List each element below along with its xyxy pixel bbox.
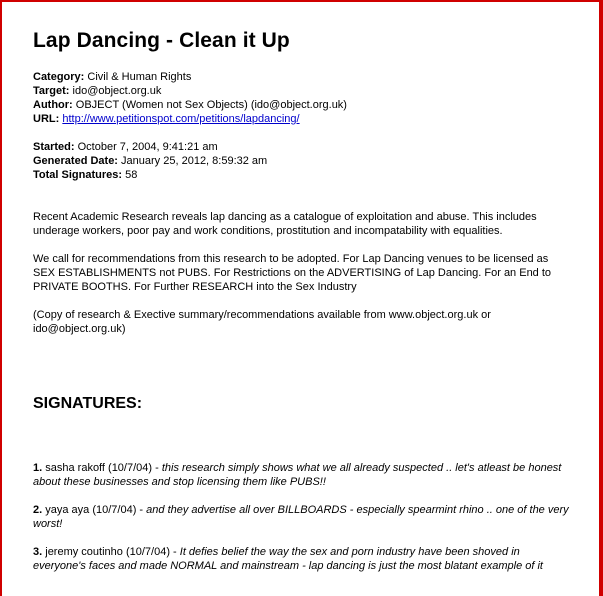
signature-comment: It defies belief the way the sex and porn industry have been shoved in everyone's faces and made NORMAL and mainstream - lap dancing is just the most blatant example of it [33, 546, 543, 572]
signature-number: 1. [33, 462, 43, 474]
author-row [33, 98, 573, 112]
generated-row [33, 154, 573, 168]
target-row [33, 84, 573, 98]
signature-number: 3. [33, 546, 43, 558]
generated-label: Generated Date: [33, 155, 118, 167]
started-value: October 7, 2004, 9:41:21 am [77, 141, 218, 153]
petition-title: Lap Dancing - Clean it Up [33, 29, 290, 52]
signature-comment: this research simply shows what we all already suspected .. let's atleast be honest about these businesses and stop licensing them like PUBS!! [33, 462, 562, 488]
signature-name: jeremy coutinho (10/7/04) [45, 546, 170, 558]
total-value: 58 [125, 169, 138, 181]
target-value: ido@object.org.uk [72, 85, 162, 97]
signature-comment: and they advertise all over BILLBOARDS - especially spearmint rhino .. one of the very worst! [33, 504, 569, 530]
category-row [33, 70, 573, 84]
petition-body-paragraph-2: We call for recommendations from this research to be adopted. For Lap Dancing venues to be licensed as SEX ESTABLISHMENTS not PUBS. For Restrictions on the ADVERTISING of Lap Dancing. For an End to PRIVATE BOOTHS. For Further RESEARCH into the Sex Industry [33, 253, 552, 293]
category-value: Civil & Human Rights [87, 71, 192, 83]
petition-body-paragraph-1: Recent Academic Research reveals lap dancing as a catalogue of exploitation and abuse. This includes underage workers, poor pay and work conditions, prostitution and incompatability with equalities. [33, 211, 537, 237]
url-row [33, 112, 573, 126]
signature-number: 2. [33, 504, 43, 516]
petition-url-link[interactable]: http://www.petitionspot.com/petitions/lapdancing/ [62, 113, 300, 125]
signature-name: yaya aya (10/7/04) [45, 504, 137, 516]
total-label: Total Signatures: [33, 169, 123, 181]
signature-name: sasha rakoff (10/7/04) [45, 462, 153, 474]
signature-separator: - [152, 462, 162, 474]
url-label: URL: [33, 113, 60, 125]
author-label: Author: [33, 99, 73, 111]
signature-item [33, 461, 573, 489]
total-row [33, 168, 573, 182]
signature-item [33, 503, 573, 531]
started-label: Started: [33, 141, 75, 153]
category-label: Category: [33, 71, 85, 83]
signatures-heading: SIGNATURES: [33, 395, 143, 412]
started-row [33, 140, 573, 154]
petition-meta [33, 70, 573, 126]
petition-body-paragraph-3: (Copy of research & Exective summary/recommendations available from www.object.org.uk or ido@object.org.uk) [33, 309, 491, 335]
signature-item [33, 545, 573, 573]
generated-value: January 25, 2012, 8:59:32 am [121, 155, 268, 167]
signature-list [33, 461, 573, 573]
document-content [33, 28, 573, 587]
target-label: Target: [33, 85, 70, 97]
petition-stats [33, 140, 573, 182]
signature-separator: - [169, 546, 180, 558]
author-value: OBJECT (Women not Sex Objects) (ido@object.org.uk) [75, 99, 347, 111]
signature-separator: - [136, 504, 147, 516]
